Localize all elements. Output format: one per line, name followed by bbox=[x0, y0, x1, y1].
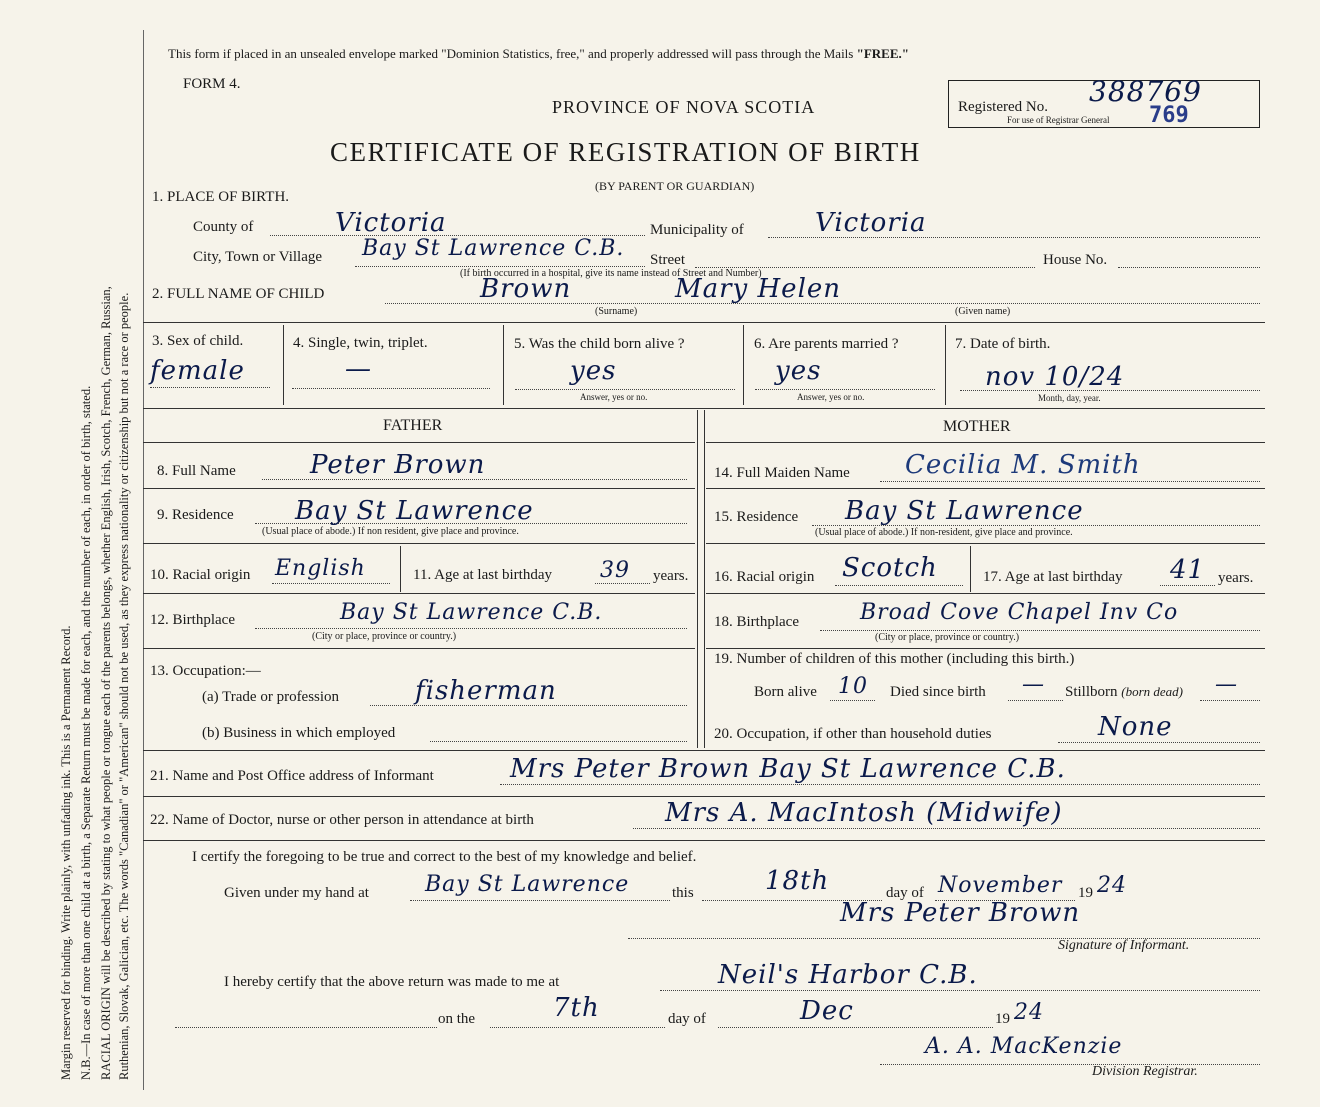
stillborn-label: Stillborn (born dead) bbox=[1065, 684, 1184, 700]
street-label: Street bbox=[650, 252, 685, 268]
born-alive-label: 5. Was the child born alive ? bbox=[514, 336, 685, 352]
given-day-of-label: day of bbox=[886, 885, 924, 901]
born-alive-caption: Answer, yes or no. bbox=[580, 392, 648, 402]
mother-birthplace-value: Broad Cove Chapel Inv Co bbox=[860, 600, 1179, 625]
mother-name-value: Cecilia M. Smith bbox=[905, 450, 1141, 480]
given-year-prefix: 19 bbox=[1078, 885, 1093, 901]
province-heading: PROVINCE OF NOVA SCOTIA bbox=[552, 97, 816, 117]
father-trade-label: (a) Trade or profession bbox=[202, 689, 340, 705]
registrar-year-prefix: 19 bbox=[995, 1011, 1010, 1027]
house-number-label: House No. bbox=[1043, 252, 1108, 268]
father-race-value: English bbox=[275, 556, 366, 581]
certificate-title: CERTIFICATE OF REGISTRATION OF BIRTH bbox=[330, 137, 921, 167]
mother-age-unit: years. bbox=[1218, 570, 1254, 586]
sex-label: 3. Sex of child. bbox=[152, 333, 244, 349]
date-of-birth-caption: Month, day, year. bbox=[1038, 393, 1101, 403]
father-age-value: 39 bbox=[600, 558, 630, 583]
city-label: City, Town or Village bbox=[193, 249, 323, 265]
mother-occupation-value: None bbox=[1098, 712, 1173, 742]
county-label: County of bbox=[193, 219, 254, 235]
father-race-label: 10. Racial origin bbox=[150, 567, 251, 583]
registrar-year-value: 24 bbox=[1014, 1000, 1044, 1025]
registrar-on-the-label: on the bbox=[438, 1011, 476, 1027]
father-residence-label: 9. Residence bbox=[157, 507, 234, 523]
given-at-place: Bay St Lawrence bbox=[425, 872, 630, 897]
child-surname-value: Brown bbox=[480, 274, 572, 304]
child-given-name-value: Mary Helen bbox=[675, 274, 842, 304]
place-of-birth-label: 1. PLACE OF BIRTH. bbox=[152, 189, 290, 205]
father-occupation-label: 13. Occupation:— bbox=[150, 663, 261, 679]
informant-signature-caption: Signature of Informant. bbox=[1058, 938, 1190, 953]
certificate-subtitle: (BY PARENT OR GUARDIAN) bbox=[595, 179, 755, 193]
registrar-stamp-number: 769 bbox=[1149, 103, 1189, 128]
registered-label: Registered No. bbox=[958, 99, 1048, 115]
plurality-label: 4. Single, twin, triplet. bbox=[293, 335, 428, 351]
city-value: Bay St Lawrence C.B. bbox=[362, 236, 625, 261]
registered-number: 388769 bbox=[1089, 75, 1202, 108]
born-alive-count-label: Born alive bbox=[754, 684, 817, 700]
date-of-birth-value: nov 10/24 bbox=[985, 362, 1125, 392]
father-name-label: 8. Full Name bbox=[157, 463, 236, 479]
born-alive-count-value: 10 bbox=[838, 674, 868, 699]
informant-value: Mrs Peter Brown Bay St Lawrence C.B. bbox=[510, 754, 1066, 784]
given-day-value: 18th bbox=[765, 866, 830, 896]
municipality-label: Municipality of bbox=[650, 222, 744, 238]
parents-married-label: 6. Are parents married ? bbox=[754, 336, 899, 352]
margin-divider bbox=[143, 30, 144, 1090]
mother-residence-value: Bay St Lawrence bbox=[845, 496, 1084, 526]
mother-race-label: 16. Racial origin bbox=[714, 569, 815, 585]
surname-caption: (Surname) bbox=[595, 306, 638, 317]
father-residence-caption: (Usual place of abode.) If non resident, give place and province. bbox=[262, 526, 519, 537]
father-trade-value: fisherman bbox=[415, 676, 557, 706]
informant-label: 21. Name and Post Office address of Informant bbox=[150, 768, 434, 784]
registrar-caption: Division Registrar. bbox=[1092, 1064, 1198, 1079]
margin-line-4: Ruthenian, Slovak, Galician, etc. The words "Canadian" or "American" should not be used, as they express nationality or citizenship but not a race or people. bbox=[117, 292, 131, 1080]
father-age-label: 11. Age at last birthday bbox=[413, 567, 552, 583]
mother-children-label: 19. Number of children of this mother (including this birth.) bbox=[714, 651, 1075, 667]
given-month-value: November bbox=[938, 873, 1063, 898]
mother-race-value: Scotch bbox=[842, 553, 938, 583]
margin-line-3: RACIAL ORIGIN will be described by stating to what people or tongue each of the parents belongs, whether English, Irish, Scotch, French, German, Russian, bbox=[99, 286, 113, 1080]
mother-birthplace-label: 18. Birthplace bbox=[714, 614, 799, 630]
father-residence-value: Bay St Lawrence bbox=[295, 496, 534, 526]
child-name-label: 2. FULL NAME OF CHILD bbox=[152, 286, 325, 302]
died-since-birth-value: — bbox=[1022, 672, 1045, 697]
informant-signature: Mrs Peter Brown bbox=[840, 898, 1081, 928]
attendant-value: Mrs A. MacIntosh (Midwife) bbox=[665, 798, 1063, 828]
father-age-unit: years. bbox=[653, 568, 689, 584]
parents-married-caption: Answer, yes or no. bbox=[797, 392, 865, 402]
postal-notice: This form if placed in an unsealed envelope marked "Dominion Statistics, free," and properly addressed will pass through the Mails "FREE." bbox=[168, 46, 909, 61]
registrar-place: Neil's Harbor C.B. bbox=[718, 960, 978, 990]
mother-name-label: 14. Full Maiden Name bbox=[714, 465, 850, 481]
father-business-label: (b) Business in which employed bbox=[202, 725, 396, 741]
municipality-value: Victoria bbox=[815, 208, 927, 238]
mother-age-value: 41 bbox=[1170, 555, 1206, 585]
stillborn-value: — bbox=[1215, 672, 1238, 697]
binding-margin bbox=[0, 0, 140, 1107]
given-this-label: this bbox=[672, 885, 694, 901]
registrar-statement: I hereby certify that the above return was made to me at bbox=[224, 974, 560, 990]
form-number: FORM 4. bbox=[183, 76, 241, 92]
given-name-caption: (Given name) bbox=[955, 306, 1011, 317]
registrar-day-of-label: day of bbox=[668, 1011, 706, 1027]
given-at-label: Given under my hand at bbox=[224, 885, 369, 901]
given-year-value: 24 bbox=[1097, 873, 1127, 898]
mother-occupation-label: 20. Occupation, if other than household duties bbox=[714, 726, 992, 742]
father-birthplace-label: 12. Birthplace bbox=[150, 612, 235, 628]
father-heading: FATHER bbox=[383, 417, 443, 434]
county-value: Victoria bbox=[335, 208, 447, 238]
registrar-use-label: For use of Registrar General bbox=[1007, 115, 1110, 125]
registrar-day-value: 7th bbox=[553, 993, 600, 1023]
registrar-signature: A. A. MacKenzie bbox=[925, 1034, 1123, 1059]
father-name-value: Peter Brown bbox=[310, 450, 486, 480]
hospital-note: (If birth occurred in a hospital, give its name instead of Street and Number) bbox=[460, 268, 762, 279]
registered-number-box bbox=[948, 75, 1260, 128]
certification-statement: I certify the foregoing to be true and correct to the best of my knowledge and belief. bbox=[192, 849, 697, 865]
registrar-month-value: Dec bbox=[800, 996, 854, 1026]
mother-birthplace-caption: (City or place, province or country.) bbox=[875, 632, 1020, 643]
born-alive-value: yes bbox=[570, 356, 617, 386]
mother-residence-caption: (Usual place of abode.) If non-resident, give place and province. bbox=[815, 527, 1073, 538]
sex-value: female bbox=[150, 356, 245, 386]
margin-line-2: N.B.—In case of more than one child at a birth, a Separate Return must be made for each, and the number of each, in order of birth, stated. bbox=[79, 385, 93, 1080]
mother-residence-label: 15. Residence bbox=[714, 509, 799, 525]
margin-line-1: Margin reserved for binding. Write plainly, with unfading ink. This is a Permanent Record. bbox=[59, 625, 73, 1080]
mother-heading: MOTHER bbox=[943, 418, 1011, 435]
attendant-label: 22. Name of Doctor, nurse or other person in attendance at birth bbox=[150, 812, 534, 828]
father-birthplace-caption: (City or place, province or country.) bbox=[312, 631, 457, 642]
mother-age-label: 17. Age at last birthday bbox=[983, 569, 1123, 585]
plurality-value: — bbox=[345, 354, 372, 384]
died-since-birth-label: Died since birth bbox=[890, 684, 986, 700]
parents-married-value: yes bbox=[775, 356, 822, 386]
father-birthplace-value: Bay St Lawrence C.B. bbox=[340, 600, 603, 625]
date-of-birth-label: 7. Date of birth. bbox=[955, 336, 1051, 352]
